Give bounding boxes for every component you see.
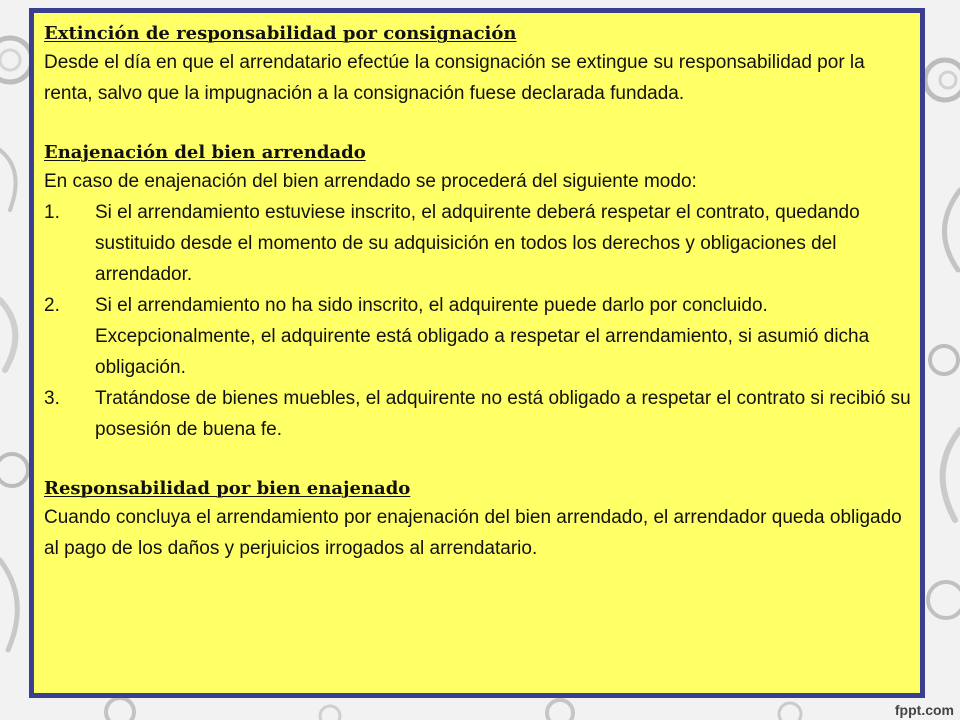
list-item-number: 3. bbox=[44, 388, 60, 409]
list-item-extra-text: Excepcionalmente, el adquirente está obligado a respetar el arrendamiento, si asumió dicha obligación. bbox=[95, 326, 870, 378]
content-box bbox=[29, 8, 925, 698]
list-item bbox=[44, 290, 912, 383]
list-item-text: Tratándose de bienes muebles, el adquirente no está obligado a respetar el contrato si recibió su posesión de buena fe. bbox=[95, 388, 911, 440]
spacer bbox=[44, 109, 912, 140]
enajenacion-list bbox=[44, 197, 912, 445]
section-text-responsabilidad: Cuando concluya el arrendamiento por enajenación del bien arrendado, el arrendador queda obligado al pago de los daños y perjuicios irrogados al arrendatario. bbox=[44, 507, 902, 559]
section-text-extincion: Desde el día en que el arrendatario efectúe la consignación se extingue su responsabilidad por la renta, salvo que la impugnación a la consignación fuese declarada fundada. bbox=[44, 52, 865, 104]
list-item-number: 1. bbox=[44, 202, 60, 223]
section-text-enajenacion: En caso de enajenación del bien arrendado se procederá del siguiente modo: bbox=[44, 171, 697, 192]
list-item-text: Si el arrendamiento estuviese inscrito, el adquirente deberá respetar el contrato, quedando sustituido desde el momento de su adquisición en todos los derechos y obligaciones del arrendador. bbox=[95, 202, 860, 285]
list-item bbox=[44, 383, 912, 445]
spacer bbox=[44, 445, 912, 476]
section-title-extincion: Extinción de responsabilidad por consignación bbox=[44, 23, 517, 44]
section-title-enajenacion: Enajenación del bien arrendado bbox=[44, 142, 366, 163]
list-item-text: Si el arrendamiento no ha sido inscrito, el adquirente puede darlo por concluido. bbox=[95, 295, 768, 316]
section-title-responsabilidad: Responsabilidad por bien enajenado bbox=[44, 478, 411, 499]
list-item bbox=[44, 197, 912, 290]
watermark-logo: fppt.com bbox=[894, 702, 954, 718]
list-item-number: 2. bbox=[44, 295, 60, 316]
